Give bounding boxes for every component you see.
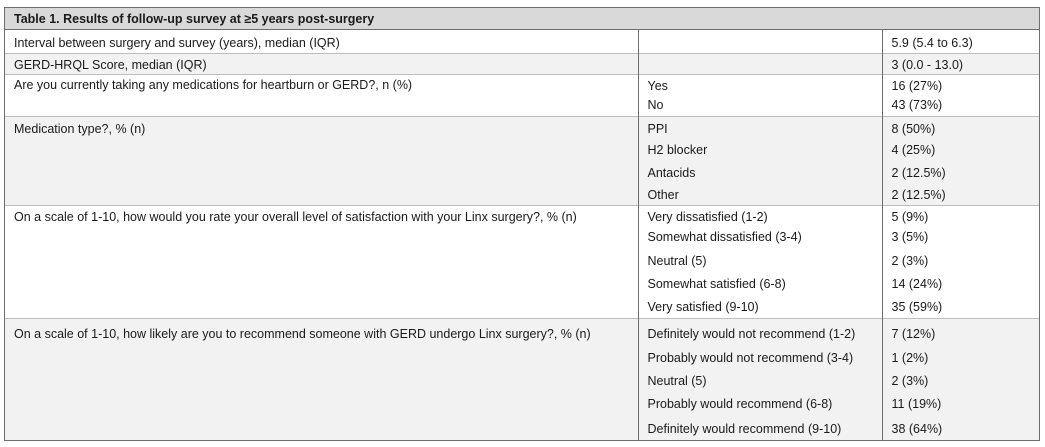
question-cell: Medication type?, % (n)	[5, 116, 638, 205]
question-cell: Interval between surgery and survey (years), median (IQR)	[14, 36, 340, 50]
value-cell: 16 (27%)	[882, 74, 1039, 95]
option-cell: Very satisfied (9-10)	[638, 295, 882, 318]
value-cell: 5 (9%)	[882, 205, 1039, 227]
value-cell: 2 (3%)	[882, 371, 1039, 394]
option-cell: Yes	[638, 74, 882, 95]
value-cell: 14 (24%)	[882, 272, 1039, 295]
value-cell: 8 (50%)	[882, 116, 1039, 139]
option-cell: Other	[638, 184, 882, 205]
value-cell: 5.9 (5.4 to 6.3)	[882, 30, 1039, 53]
table-row	[5, 318, 1039, 348]
table-row	[5, 74, 1039, 95]
option-cell: Antacids	[638, 161, 882, 184]
results-table-frame	[4, 7, 1040, 441]
option-cell: Probably would recommend (6-8)	[638, 394, 882, 416]
option-cell: PPI	[638, 116, 882, 139]
value-cell: 38 (64%)	[882, 416, 1039, 440]
option-cell: Neutral (5)	[638, 371, 882, 394]
value-cell: 1 (2%)	[882, 348, 1039, 371]
value-cell: 4 (25%)	[882, 139, 1039, 161]
table-row	[5, 205, 1039, 227]
question-cell: On a scale of 1-10, how likely are you to recommend someone with GERD undergo Linx surgery?, % (n)	[5, 318, 638, 440]
value-cell: 11 (19%)	[882, 394, 1039, 416]
option-cell: No	[638, 95, 882, 116]
table-row	[5, 53, 1039, 74]
value-cell: 2 (12.5%)	[882, 184, 1039, 205]
question-cell: GERD-HRQL Score, median (IQR)	[5, 53, 638, 74]
option-cell	[638, 30, 882, 53]
option-cell	[638, 53, 882, 74]
option-cell: Somewhat dissatisfied (3-4)	[638, 227, 882, 250]
table-row	[5, 30, 1039, 53]
option-cell: Somewhat satisfied (6-8)	[638, 272, 882, 295]
value-cell: 2 (3%)	[882, 250, 1039, 272]
table-row	[5, 116, 1039, 139]
option-cell: H2 blocker	[638, 139, 882, 161]
value-cell: 3 (5%)	[882, 227, 1039, 250]
option-cell: Very dissatisfied (1-2)	[638, 205, 882, 227]
question-cell: On a scale of 1-10, how would you rate your overall level of satisfaction with your Linx surgery?, % (n)	[5, 205, 638, 318]
table-title: Table 1. Results of follow-up survey at ≥5 years post-surgery	[5, 8, 1039, 30]
value-cell: 35 (59%)	[882, 295, 1039, 318]
value-cell: 7 (12%)	[882, 318, 1039, 348]
option-cell: Probably would not recommend (3-4)	[638, 348, 882, 371]
value-cell: 3 (0.0 - 13.0)	[882, 53, 1039, 74]
option-cell: Neutral (5)	[638, 250, 882, 272]
question-cell: Are you currently taking any medications for heartburn or GERD?, n (%)	[5, 74, 638, 116]
option-cell: Definitely would not recommend (1-2)	[638, 318, 882, 348]
option-cell: Definitely would recommend (9-10)	[638, 416, 882, 440]
value-cell: 43 (73%)	[882, 95, 1039, 116]
results-table	[5, 30, 1039, 440]
value-cell: 2 (12.5%)	[882, 161, 1039, 184]
